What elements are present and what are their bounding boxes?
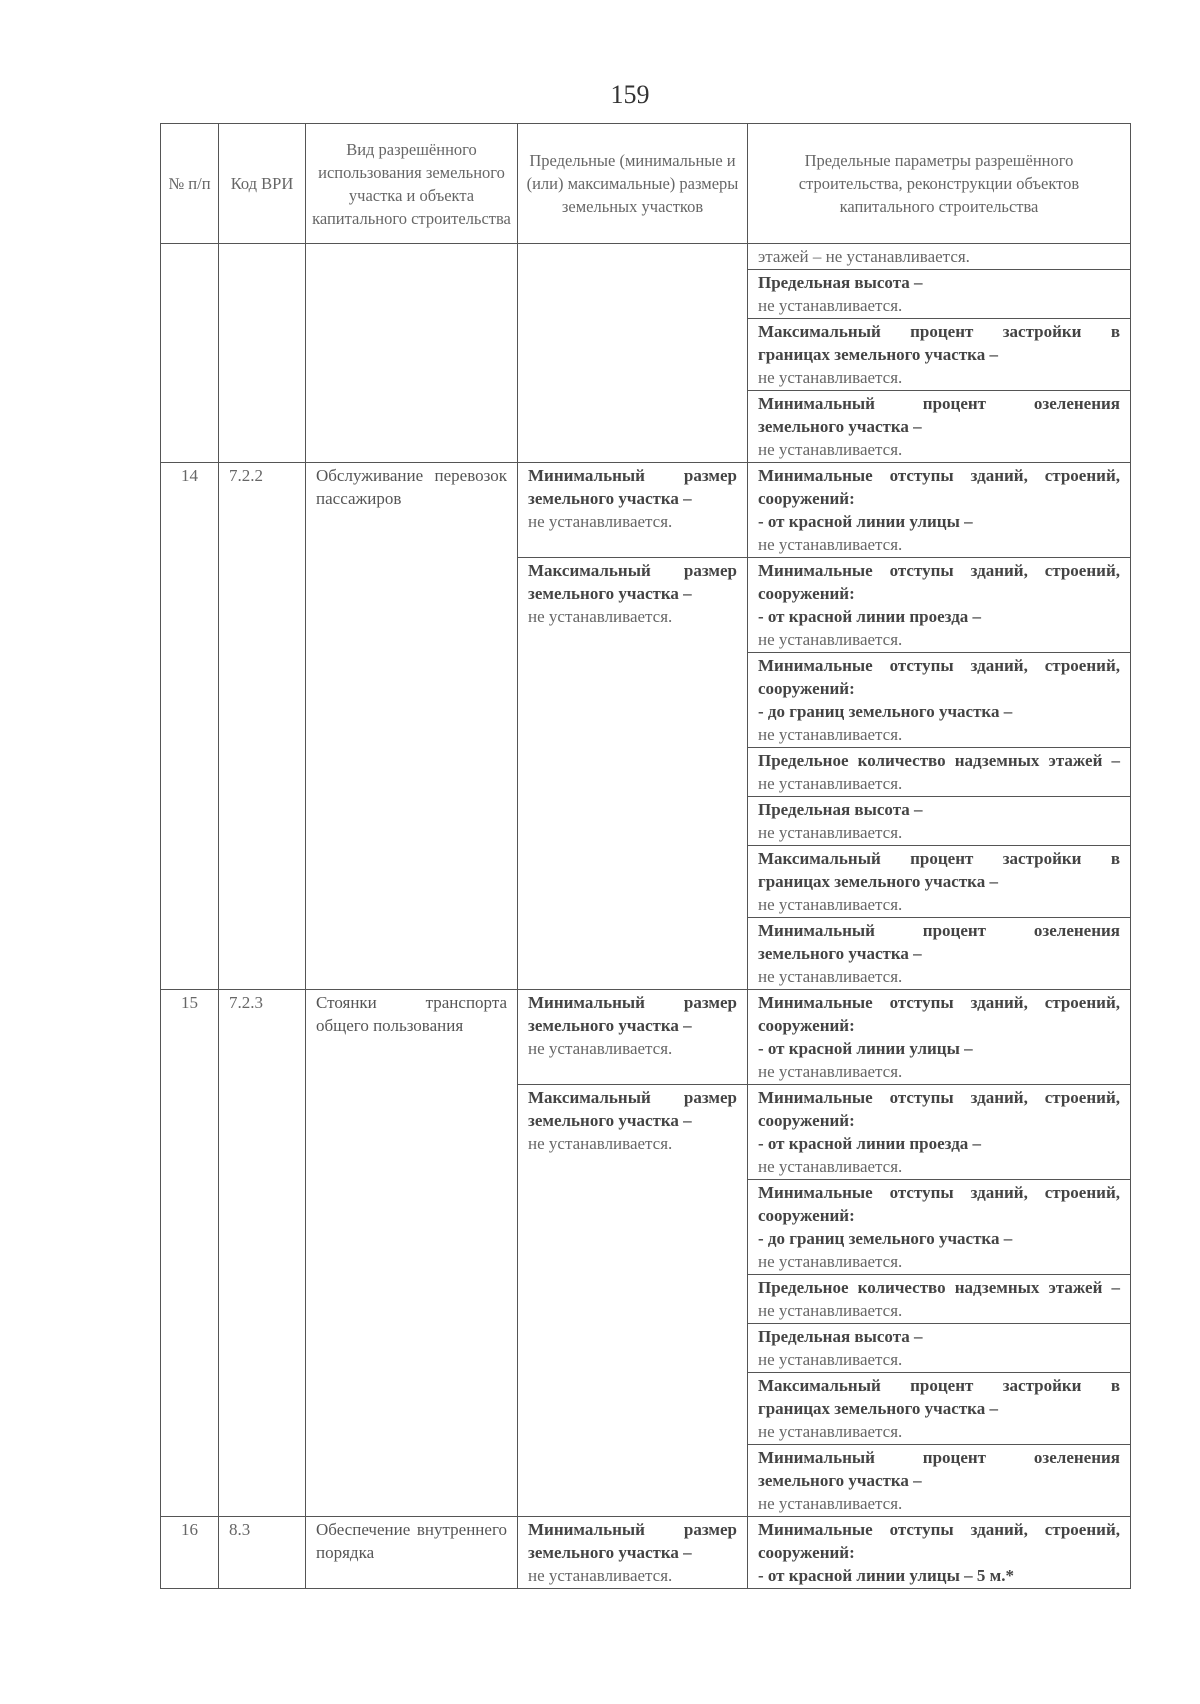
header-num: № п/п xyxy=(161,124,219,244)
param-cell: Максимальный процент застройки в границах земельного участка – не устанавливается. xyxy=(748,319,1131,391)
param-cell: Минимальный процент озеленения земельного участка – не устанавливается. xyxy=(748,918,1131,990)
use-type: Обеспечение внутреннего порядка xyxy=(306,1517,518,1589)
param-cell: Предельная высота – не устанавливается. xyxy=(748,1324,1131,1373)
min-size-cell: Минимальный размер земельного участка – не устанавливается. xyxy=(518,1517,748,1589)
param-cell: Минимальные отступы зданий, строений, сооружений: - от красной линии улицы – не устанавливается. xyxy=(748,990,1131,1085)
param-cell: Предельное количество надземных этажей – не устанавливается. xyxy=(748,1275,1131,1324)
param-cell: Максимальный процент застройки в границах земельного участка – не устанавливается. xyxy=(748,846,1131,918)
max-size-cell: Максимальный размер земельного участка – не устанавливается. xyxy=(518,558,748,990)
vri-code: 8.3 xyxy=(219,1517,306,1589)
header-sizes: Предельные (минимальные и (или) максимальные) размеры земельных участков xyxy=(518,124,748,244)
row-number: 16 xyxy=(161,1517,219,1589)
param-cell: Предельная высота – не устанавливается. xyxy=(748,797,1131,846)
table-row xyxy=(161,463,1131,558)
param-cell: Предельное количество надземных этажей – не устанавливается. xyxy=(748,748,1131,797)
min-size-cell: Минимальный размер земельного участка – не устанавливается. xyxy=(518,990,748,1085)
param-cell: Минимальный процент озеленения земельного участка – не устанавливается. xyxy=(748,1445,1131,1517)
header-use: Вид разрешённого использования земельного участка и объекта капитального строительства xyxy=(306,124,518,244)
header-params: Предельные параметры разрешённого строительства, реконструкции объектов капитального строительства xyxy=(748,124,1131,244)
param-cell: Минимальный процент озеленения земельного участка – не устанавливается. xyxy=(748,391,1131,463)
row-number: 15 xyxy=(161,990,219,1517)
header-code: Код ВРИ xyxy=(219,124,306,244)
param-cell: этажей – не устанавливается. xyxy=(748,244,1131,270)
param-cell: Минимальные отступы зданий, строений, сооружений: - от красной линии улицы – не устанавливается. xyxy=(748,463,1131,558)
use-type: Стоянки транспорта общего пользования xyxy=(306,990,518,1517)
table-row xyxy=(161,1517,1131,1589)
param-cell: Минимальные отступы зданий, строений, сооружений: - от красной линии улицы – 5 м.* xyxy=(748,1517,1131,1589)
vri-code: 7.2.2 xyxy=(219,463,306,990)
param-cell: Максимальный процент застройки в границах земельного участка – не устанавливается. xyxy=(748,1373,1131,1445)
param-cell: Минимальные отступы зданий, строений, сооружений: - до границ земельного участка – не устанавливается. xyxy=(748,1180,1131,1275)
vri-code: 7.2.3 xyxy=(219,990,306,1517)
param-cell: Предельная высота – не устанавливается. xyxy=(748,270,1131,319)
use-type: Обслуживание перевозок пассажиров xyxy=(306,463,518,990)
row-number: 14 xyxy=(161,463,219,990)
max-size-cell: Максимальный размер земельного участка – не устанавливается. xyxy=(518,1085,748,1517)
param-cell: Минимальные отступы зданий, строений, сооружений: - до границ земельного участка – не устанавливается. xyxy=(748,653,1131,748)
table-header-row xyxy=(161,124,1131,244)
table-row xyxy=(161,990,1131,1085)
zoning-table xyxy=(160,123,1131,1589)
param-cell: Минимальные отступы зданий, строений, сооружений: - от красной линии проезда – не устанавливается. xyxy=(748,558,1131,653)
param-cell: Минимальные отступы зданий, строений, сооружений: - от красной линии проезда – не устанавливается. xyxy=(748,1085,1131,1180)
table-row xyxy=(161,244,1131,270)
page-number: 159 xyxy=(610,80,650,109)
min-size-cell: Минимальный размер земельного участка – не устанавливается. xyxy=(518,463,748,558)
